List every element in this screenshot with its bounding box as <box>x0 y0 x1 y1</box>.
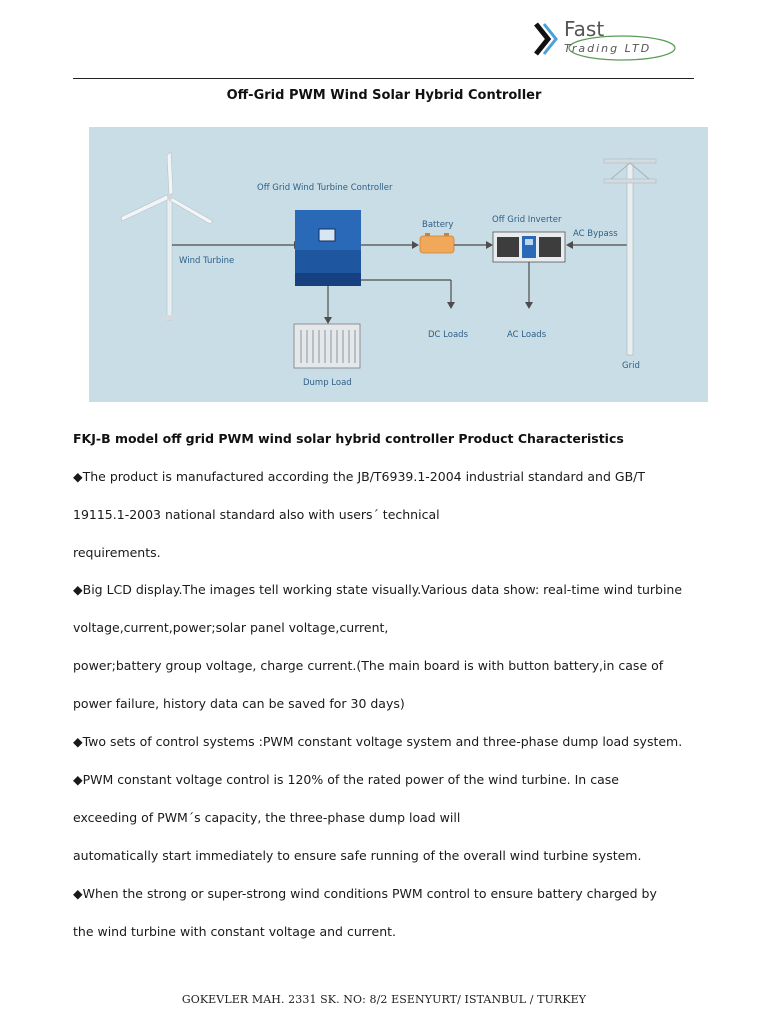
system-diagram <box>89 127 708 402</box>
body-line: voltage,current,power;solar panel voltage,current, <box>73 620 389 635</box>
footer-address: GOKEVLER MAH. 2331 SK. NO: 8/2 ESENYURT/ ISTANBUL / TURKEY <box>181 993 587 1006</box>
body-line: ◆When the strong or super-strong wind conditions PWM control to ensure battery charged by <box>73 886 657 901</box>
body-line: the wind turbine with constant voltage and current. <box>73 924 397 939</box>
body-line: ◆Two sets of control systems :PWM constant voltage system and three-phase dump load system. <box>73 734 683 749</box>
battery-icon <box>420 233 454 253</box>
body-line: power failure, history data can be saved for 30 days) <box>73 696 405 711</box>
controller-icon <box>295 210 361 286</box>
dump-load-label: Dump Load <box>303 378 352 388</box>
company-logo <box>530 14 680 64</box>
grid-label: Grid <box>622 361 640 371</box>
controller-label: Off Grid Wind Turbine Controller <box>257 183 393 193</box>
body-line: automatically start immediately to ensure safe running of the overall wind turbine system. <box>73 848 642 863</box>
body-line: power;battery group voltage, charge current.(The main board is with button battery,in case of <box>73 658 664 673</box>
ac-loads-label: AC Loads <box>507 330 547 340</box>
inverter-icon <box>493 232 565 262</box>
page-title: Off-Grid PWM Wind Solar Hybrid Controller <box>226 88 542 103</box>
inverter-label: Off Grid Inverter <box>492 215 562 225</box>
body-line: requirements. <box>73 545 161 560</box>
body-line: ◆Big LCD display.The images tell working state visually.Various data show: real-time wind turbine <box>73 582 683 597</box>
logo-text-trading: Trading LTD <box>564 42 652 55</box>
wind-turbine-label: Wind Turbine <box>179 256 235 266</box>
body-line: ◆The product is manufactured according the JB/T6939.1-2004 industrial standard and GB/T <box>73 469 645 484</box>
body-line: 19115.1-2003 national standard also with users´ technical <box>73 507 440 522</box>
header-divider <box>73 78 694 79</box>
body-line: ◆PWM constant voltage control is 120% of the rated power of the wind turbine. In case <box>73 772 619 787</box>
body-line: exceeding of PWM´s capacity, the three-phase dump load will <box>73 810 461 825</box>
dc-loads-label: DC Loads <box>428 330 469 340</box>
dump-load-icon <box>294 324 360 368</box>
battery-label: Battery <box>422 220 454 230</box>
ac-bypass-label: AC Bypass <box>573 229 618 239</box>
section-heading: FKJ-B model off grid PWM wind solar hybrid controller Product Characteristics <box>73 431 624 446</box>
logo-text-fast: Fast <box>564 17 605 41</box>
